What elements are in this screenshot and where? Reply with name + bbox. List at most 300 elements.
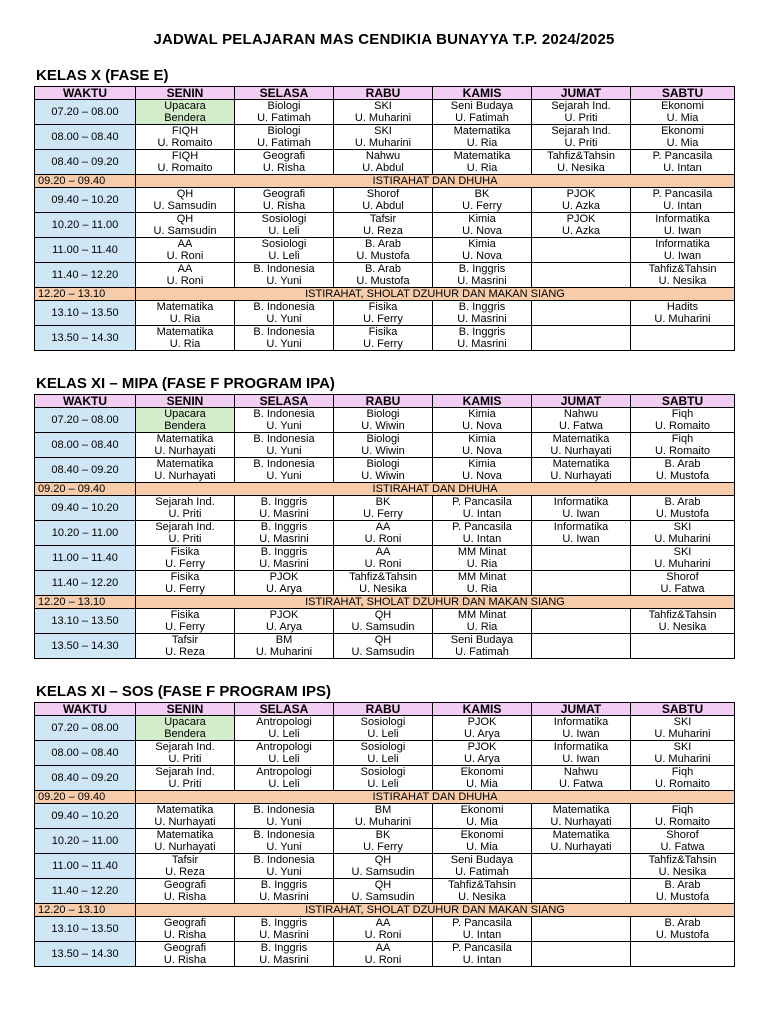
header-jumat: JUMAT: [532, 395, 631, 408]
lesson-row: [35, 521, 735, 546]
teacher-name: U. Muharini: [354, 137, 412, 149]
time-cell: 13.50 – 14.30: [35, 942, 136, 967]
subject-name: Tahfiz&Tahsin: [648, 854, 717, 866]
subject-name: AA: [375, 942, 391, 954]
lesson-cell-selasa: [235, 496, 334, 521]
subject-name: Fisika: [368, 301, 398, 313]
subject-name: SKI: [673, 741, 692, 753]
time-cell: 09.40 – 10.20: [35, 188, 136, 213]
teacher-name: U. Mustofa: [356, 250, 410, 262]
time-cell: 13.50 – 14.30: [35, 634, 136, 659]
teacher-name: U. Roni: [364, 533, 402, 545]
lesson-cell-selasa: [235, 301, 334, 326]
schedule-table-kelas-xi-mipa: [34, 394, 735, 659]
teacher-name: U. Fatimah: [257, 137, 311, 149]
lesson-cell-selasa: [235, 408, 334, 433]
subject-name: FIQH: [171, 125, 199, 137]
lesson-cell-rabu: [334, 150, 433, 175]
lesson-cell-senin: [136, 496, 235, 521]
time-cell: 11.00 – 11.40: [35, 238, 136, 263]
subject-name: B. Indonesia: [253, 458, 315, 470]
time-cell: 11.40 – 12.20: [35, 571, 136, 596]
teacher-name: U. Ferry: [165, 583, 205, 595]
page-title: JADWAL PELAJARAN MAS CENDIKIA BUNAYYA T.P. 2024/2025: [153, 31, 615, 48]
lesson-cell-jumat: [532, 741, 631, 766]
subject-name: Tafsir: [171, 854, 199, 866]
lesson-cell-senin: [136, 917, 235, 942]
teacher-name: U. Fatwa: [558, 420, 603, 432]
header-waktu: WAKTU: [35, 703, 136, 716]
header-selasa: SELASA: [235, 703, 334, 716]
lesson-cell-kamis: [433, 917, 532, 942]
subject-name: Shorof: [666, 571, 699, 583]
lesson-cell-senin: [136, 263, 235, 288]
subject-name: Tafsir: [171, 634, 199, 646]
lesson-cell-senin: [136, 571, 235, 596]
subject-name: Biologi: [267, 100, 301, 112]
header-sabtu: SABTU: [631, 395, 735, 408]
lesson-cell-rabu: [334, 213, 433, 238]
subject-name: B. Indonesia: [253, 854, 315, 866]
teacher-name: U. Fatimah: [455, 112, 509, 124]
subject-name: B. Inggris: [458, 301, 506, 313]
subject-name: Matematika: [552, 829, 610, 841]
lesson-row: [35, 188, 735, 213]
subject-name: Fisika: [170, 609, 200, 621]
lesson-cell-rabu: [334, 741, 433, 766]
time-cell: 08.00 – 08.40: [35, 125, 136, 150]
subject-name: P. Pancasila: [652, 150, 713, 162]
subject-name: Upacara: [164, 408, 206, 420]
lesson-cell-selasa: [235, 609, 334, 634]
subject-name: AA: [375, 917, 391, 929]
header-senin: SENIN: [136, 395, 235, 408]
lesson-row: [35, 326, 735, 351]
lesson-cell-kamis: [433, 854, 532, 879]
subject-name: Shorof: [366, 188, 400, 200]
time-cell: 11.40 – 12.20: [35, 263, 136, 288]
lesson-cell-kamis: [433, 942, 532, 967]
teacher-name: U. Samsudin: [351, 646, 415, 658]
lesson-cell-rabu: [334, 458, 433, 483]
header-kamis: KAMIS: [433, 87, 532, 100]
time-cell: 08.00 – 08.40: [35, 433, 136, 458]
subject-name: Nahwu: [563, 766, 599, 778]
time-cell: 10.20 – 11.00: [35, 213, 136, 238]
teacher-name: U. Wiwin: [361, 445, 405, 457]
teacher-name: U. Fatwa: [660, 583, 705, 595]
teacher-name: U. Nova: [462, 420, 502, 432]
lesson-cell-selasa: [235, 458, 334, 483]
lesson-cell-sabtu: [631, 546, 735, 571]
teacher-name: U. Wiwin: [361, 470, 405, 482]
subject-name: B. Inggris: [260, 879, 308, 891]
teacher-name: U. Leli: [268, 778, 300, 790]
lesson-cell-sabtu: [631, 829, 735, 854]
teacher-name: U. Iwan: [663, 225, 702, 237]
teacher-name: U. Yuni: [266, 338, 302, 350]
lesson-cell-sabtu: [631, 125, 735, 150]
teacher-name: U. Nesika: [658, 621, 707, 633]
teacher-name: U. Yuni: [266, 841, 302, 853]
teacher-name: U. Yuni: [266, 313, 302, 325]
subject-name: Matematika: [453, 150, 511, 162]
teacher-name: U. Ria: [466, 583, 498, 595]
lesson-cell-jumat: [532, 829, 631, 854]
teacher-name: U. Leli: [268, 728, 300, 740]
lesson-cell-kamis: [433, 829, 532, 854]
lesson-cell-sabtu: [631, 100, 735, 125]
teacher-name: U. Abdul: [362, 162, 404, 174]
lesson-cell-sabtu: [631, 213, 735, 238]
header-selasa: SELASA: [235, 395, 334, 408]
break-label: ISTIRAHAT, SHOLAT DZUHUR DAN MAKAN SIANG: [136, 596, 735, 609]
lesson-cell-senin: [136, 766, 235, 791]
lesson-cell-senin: [136, 609, 235, 634]
lesson-cell-selasa: [235, 571, 334, 596]
header-rabu: RABU: [334, 703, 433, 716]
lesson-cell-sabtu: [631, 263, 735, 288]
teacher-name: U. Masrini: [259, 558, 309, 570]
subject-name: Tahfiz&Tahsin: [349, 571, 417, 583]
lesson-row: [35, 263, 735, 288]
teacher-name: U. Romaito: [654, 420, 711, 432]
lesson-cell-kamis: [433, 213, 532, 238]
teacher-name: U. Ria: [466, 621, 498, 633]
subject-name: P. Pancasila: [652, 188, 713, 200]
lesson-cell-selasa: [235, 150, 334, 175]
subject-name: Sejarah Ind.: [155, 521, 215, 533]
subject-name: B. Arab: [664, 496, 701, 508]
teacher-name: U. Fatimah: [455, 866, 509, 878]
subject-name: Sosiologi: [261, 238, 307, 250]
lesson-cell-sabtu: [631, 879, 735, 904]
lesson-cell-senin: [136, 829, 235, 854]
lesson-cell-jumat: [532, 546, 631, 571]
teacher-name: U. Mia: [466, 841, 498, 853]
break-label: ISTIRAHAT, SHOLAT DZUHUR DAN MAKAN SIANG: [136, 904, 735, 917]
subject-name: Tahfiz&Tahsin: [648, 609, 717, 621]
teacher-name: U. Nova: [462, 250, 502, 262]
lesson-cell-kamis: [433, 879, 532, 904]
lesson-cell-rabu: [334, 326, 433, 351]
teacher-name: U. Iwan: [562, 753, 600, 765]
subject-name: PJOK: [269, 609, 299, 621]
lesson-cell-sabtu: [631, 238, 735, 263]
lesson-row: [35, 408, 735, 433]
lesson-row: [35, 741, 735, 766]
teacher-name: U. Nurhayati: [154, 470, 216, 482]
subject-name: Ekonomi: [460, 829, 504, 841]
lesson-cell-jumat: [532, 942, 631, 967]
teacher-name: U. Yuni: [266, 866, 302, 878]
lesson-cell-rabu: [334, 263, 433, 288]
subject-name: B. Inggris: [260, 942, 308, 954]
lesson-cell-sabtu: [631, 496, 735, 521]
teacher-name: U. Mustofa: [655, 929, 710, 941]
subject-name: AA: [177, 263, 193, 275]
teacher-name: U. Masrini: [259, 929, 309, 941]
lesson-cell-kamis: [433, 408, 532, 433]
teacher-name: U. Fatwa: [660, 841, 705, 853]
teacher-name: U. Mustofa: [655, 470, 710, 482]
teacher-name: U. Mustofa: [655, 508, 710, 520]
header-selasa: SELASA: [235, 87, 334, 100]
header-jumat: JUMAT: [532, 87, 631, 100]
time-cell: 13.10 – 13.50: [35, 301, 136, 326]
subject-name: B. Arab: [364, 238, 402, 250]
lesson-cell-kamis: [433, 716, 532, 741]
teacher-name: U. Masrini: [259, 508, 309, 520]
time-cell: 09.20 – 09.40: [35, 175, 136, 188]
teacher-name: U. Nurhayati: [550, 816, 612, 828]
lesson-cell-senin: [136, 942, 235, 967]
subject-name: Upacara: [164, 716, 206, 728]
lesson-cell-jumat: [532, 716, 631, 741]
lesson-row: [35, 100, 735, 125]
subject-name: Kimia: [468, 433, 496, 445]
teacher-name: Bendera: [164, 728, 206, 740]
teacher-name: U. Yuni: [266, 420, 302, 432]
teacher-name: U. Ferry: [363, 338, 403, 350]
subject-name: Tahfiz&Tahsin: [648, 263, 717, 275]
subject-name: Nahwu: [365, 150, 401, 162]
header-rabu: RABU: [334, 87, 433, 100]
subject-name: Seni Budaya: [450, 634, 514, 646]
lesson-cell-jumat: [532, 326, 631, 351]
lesson-cell-jumat: [532, 879, 631, 904]
lesson-cell-sabtu: [631, 634, 735, 659]
lesson-row: [35, 879, 735, 904]
lesson-cell-rabu: [334, 609, 433, 634]
subject-name: P. Pancasila: [452, 917, 512, 929]
teacher-name: U. Ferry: [363, 508, 403, 520]
lesson-cell-jumat: [532, 125, 631, 150]
subject-name: Sejarah Ind.: [155, 766, 215, 778]
header-jumat: JUMAT: [532, 703, 631, 716]
time-cell: 08.40 – 09.20: [35, 766, 136, 791]
subject-name: Informatika: [553, 496, 609, 508]
subject-name: Seni Budaya: [450, 854, 514, 866]
subject-name: Informatika: [553, 521, 609, 533]
subject-name: Tahfiz&Tahsin: [547, 150, 615, 162]
time-cell: 09.20 – 09.40: [35, 483, 136, 496]
subject-name: Geografi: [163, 879, 207, 891]
lesson-row: [35, 854, 735, 879]
subject-name: Matematika: [156, 804, 214, 816]
lesson-cell-senin: [136, 301, 235, 326]
lesson-cell-senin: [136, 546, 235, 571]
lesson-cell-rabu: [334, 408, 433, 433]
teacher-name: U. Nesika: [458, 891, 506, 903]
header-row: [35, 395, 735, 408]
lesson-row: [35, 716, 735, 741]
teacher-name: U. Muharini: [654, 313, 711, 325]
teacher-name: U. Leli: [367, 728, 399, 740]
header-row: [35, 703, 735, 716]
teacher-name: U. Mustofa: [356, 275, 410, 287]
subject-name: Ekonomi: [460, 804, 504, 816]
teacher-name: U. Nurhayati: [154, 816, 216, 828]
lesson-cell-senin: [136, 521, 235, 546]
lesson-row: [35, 125, 735, 150]
lesson-cell-kamis: [433, 458, 532, 483]
subject-name: Antropologi: [256, 766, 312, 778]
subject-name: B. Arab: [664, 879, 701, 891]
teacher-name: U. Nurhayati: [550, 841, 612, 853]
teacher-name: U. Priti: [564, 137, 598, 149]
subject-name: MM Minat: [457, 609, 507, 621]
subject-name: Tafsir: [369, 213, 397, 225]
teacher-name: U. Yuni: [266, 445, 302, 457]
time-cell: 10.20 – 11.00: [35, 829, 136, 854]
section-title-kelas-xi-mipa: KELAS XI – MIPA (FASE F PROGRAM IPA): [36, 375, 335, 392]
teacher-name: U. Nurhayati: [154, 841, 216, 853]
subject-name: Matematika: [156, 301, 214, 313]
teacher-name: U. Roni: [364, 954, 402, 966]
teacher-name: U. Ria: [169, 313, 201, 325]
subject-name: Informatika: [655, 213, 710, 225]
lesson-cell-jumat: [532, 917, 631, 942]
subject-name: BM: [374, 804, 392, 816]
subject-name: MM Minat: [457, 571, 507, 583]
lesson-row: [35, 571, 735, 596]
lesson-row: [35, 766, 735, 791]
teacher-name: U. Ria: [466, 137, 498, 149]
teacher-name: Bendera: [164, 112, 206, 124]
lesson-cell-jumat: [532, 188, 631, 213]
teacher-name: U. Nova: [462, 445, 502, 457]
subject-name: P. Pancasila: [452, 942, 512, 954]
teacher-name: U. Muharini: [354, 112, 412, 124]
subject-name: Fiqh: [671, 766, 694, 778]
subject-name: Upacara: [164, 100, 206, 112]
teacher-name: U. Roni: [364, 929, 402, 941]
lesson-cell-senin: [136, 125, 235, 150]
lesson-cell-sabtu: [631, 408, 735, 433]
teacher-name: U. Muharini: [354, 816, 412, 828]
lesson-cell-selasa: [235, 326, 334, 351]
lesson-cell-kamis: [433, 634, 532, 659]
teacher-name: Bendera: [164, 420, 206, 432]
lesson-cell-kamis: [433, 238, 532, 263]
lesson-cell-sabtu: [631, 766, 735, 791]
teacher-name: U. Ria: [466, 162, 498, 174]
header-sabtu: SABTU: [631, 87, 735, 100]
lesson-cell-selasa: [235, 942, 334, 967]
lesson-cell-kamis: [433, 741, 532, 766]
subject-name: Fiqh: [671, 804, 694, 816]
section-title-kelas-xi-sos: KELAS XI – SOS (FASE F PROGRAM IPS): [36, 683, 332, 700]
lesson-cell-rabu: [334, 521, 433, 546]
subject-name: Geografi: [163, 942, 207, 954]
header-rabu: RABU: [334, 395, 433, 408]
subject-name: Matematika: [156, 433, 214, 445]
subject-name: Matematika: [552, 458, 610, 470]
time-cell: 09.40 – 10.20: [35, 496, 136, 521]
teacher-name: U. Ferry: [363, 841, 403, 853]
subject-name: SKI: [673, 521, 692, 533]
lesson-cell-kamis: [433, 521, 532, 546]
subject-name: Sosiologi: [360, 766, 406, 778]
teacher-name: U. Mustofa: [655, 891, 710, 903]
lesson-cell-selasa: [235, 125, 334, 150]
subject-name: Seni Budaya: [450, 100, 514, 112]
subject-name: B. Indonesia: [253, 408, 315, 420]
header-kamis: KAMIS: [433, 395, 532, 408]
subject-name: MM Minat: [457, 546, 507, 558]
subject-name: AA: [375, 521, 391, 533]
time-cell: 11.00 – 11.40: [35, 546, 136, 571]
lesson-row: [35, 546, 735, 571]
subject-name: Kimia: [468, 238, 496, 250]
teacher-name: U. Mia: [466, 816, 498, 828]
teacher-name: U. Masrini: [457, 313, 507, 325]
lesson-cell-kamis: [433, 125, 532, 150]
lesson-cell-kamis: [433, 100, 532, 125]
subject-name: B. Indonesia: [253, 433, 315, 445]
time-cell: 07.20 – 08.00: [35, 100, 136, 125]
teacher-name: U. Mia: [666, 137, 699, 149]
teacher-name: U. Arya: [265, 583, 303, 595]
lesson-cell-sabtu: [631, 609, 735, 634]
lesson-row: [35, 496, 735, 521]
subject-name: B. Indonesia: [253, 804, 315, 816]
teacher-name: U. Ria: [466, 558, 498, 570]
lesson-cell-sabtu: [631, 301, 735, 326]
subject-name: Geografi: [163, 917, 207, 929]
subject-name: B. Indonesia: [253, 301, 315, 313]
teacher-name: U. Iwan: [562, 533, 600, 545]
lesson-cell-senin: [136, 458, 235, 483]
lesson-cell-selasa: [235, 854, 334, 879]
teacher-name: U. Masrini: [259, 954, 309, 966]
lesson-row: [35, 804, 735, 829]
lesson-cell-senin: [136, 634, 235, 659]
teacher-name: U. Nesika: [658, 275, 707, 287]
subject-name: Antropologi: [256, 716, 312, 728]
time-cell: 12.20 – 13.10: [35, 288, 136, 301]
teacher-name: U. Nova: [462, 225, 502, 237]
time-cell: 07.20 – 08.00: [35, 716, 136, 741]
teacher-name: U. Nova: [462, 470, 502, 482]
lesson-cell-sabtu: [631, 804, 735, 829]
subject-name: QH: [374, 879, 392, 891]
break-row: [35, 175, 735, 188]
lesson-cell-rabu: [334, 546, 433, 571]
subject-name: B. Inggris: [260, 521, 308, 533]
lesson-cell-jumat: [532, 213, 631, 238]
lesson-cell-sabtu: [631, 150, 735, 175]
teacher-name: U. Nurhayati: [154, 445, 216, 457]
subject-name: Fisika: [368, 326, 398, 338]
teacher-name: U. Romaito: [654, 445, 711, 457]
lesson-cell-jumat: [532, 854, 631, 879]
lesson-cell-selasa: [235, 634, 334, 659]
subject-name: Kimia: [468, 458, 496, 470]
lesson-cell-selasa: [235, 263, 334, 288]
teacher-name: U. Leli: [268, 225, 300, 237]
lesson-cell-rabu: [334, 100, 433, 125]
lesson-cell-senin: [136, 100, 235, 125]
teacher-name: U. Leli: [367, 778, 399, 790]
subject-name: BK: [474, 188, 490, 200]
header-sabtu: SABTU: [631, 703, 735, 716]
lesson-cell-kamis: [433, 609, 532, 634]
lesson-row: [35, 458, 735, 483]
lesson-cell-selasa: [235, 433, 334, 458]
subject-name: Fiqh: [671, 433, 694, 445]
